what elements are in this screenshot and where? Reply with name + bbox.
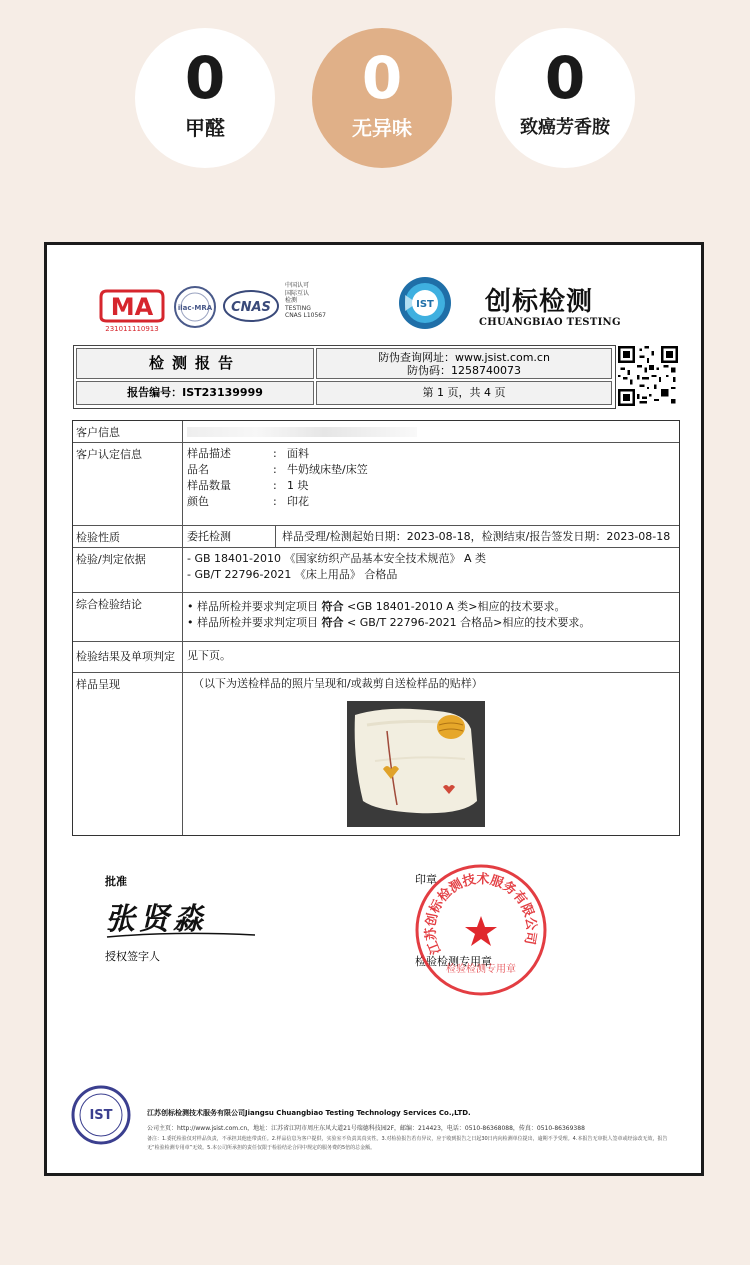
row-basis [73,548,679,593]
badge-value: 0 [544,44,586,112]
page-info: 第 1 页，共 4 页 [316,381,612,405]
report-title: 检测报告 [76,348,314,379]
field-sample-desc: 样品描述 : 面料 [187,447,309,460]
field-quantity: 样品数量 : 1 块 [187,479,309,492]
badge-value: 0 [361,44,403,112]
brand-name-cn: 创标检测 [485,287,594,317]
basis-line: - GB/T 22796-2021 《床上用品》 合格品 [187,568,398,581]
ist-logo [397,275,453,331]
footer-notes: 备注：1.委托检验仅对样品负责，不承担其他连带责任。2.样品信息为客户提供，实验室不负责其真实性。3.对检验报告若有异议，应于收到报告之日起30日内向检测单位提出，逾期不予受理。4.本报告无审批人签章或经涂改无效，报告无“检验检测专用章”无效。5.本公司所承担的责任仅限于检验结论合同中规定的服务费的5倍的总金额。 [147,1136,668,1151]
svg-text:张贤淼: 张贤淼 [105,902,207,937]
brand-name-en: CHUANGBIAO TESTING [479,317,621,328]
signature-image [105,895,265,943]
signer-label: 授权签字人 [105,950,160,963]
seal-caption: 检验检测专用章 [415,955,492,968]
report-frame [44,242,704,1176]
field-product-name: 品名 : 牛奶绒床垫/床笠 [187,463,368,476]
badge-formaldehyde [135,28,275,168]
footer-company: 江苏创标检测技术服务有限公司Jiangsu Chuangbiao Testing Technology Services Co.,LTD. [147,1109,471,1117]
stamp-label: 印章 [415,873,437,886]
row-label: 客户认定信息 [73,443,183,525]
results-value: 见下页。 [187,649,231,662]
ma-logo [97,287,167,333]
nature-value: 委托检测 [183,526,276,548]
conclusion-line: • 样品所检并要求判定项目 符合 < GB/T 22796-2021 合格品>相应的技术要求。 [187,616,591,629]
svg-text:MA: MA [110,293,154,321]
svg-text:检验检测专用章: 检验检测专用章 [446,964,516,975]
sample-photo [347,701,485,827]
row-label: 样品呈现 [73,673,183,835]
conclusion-line: • 样品所检并要求判定项目 符合 <GB 18401-2010 A 类>相应的技术要求。 [187,600,566,613]
basis-line: - GB 18401-2010 《国家纺织产品基本安全技术规范》 A 类 [187,552,487,565]
company-seal [411,860,551,1000]
svg-text:CNAS: CNAS [231,300,271,315]
svg-text:IST: IST [416,299,434,310]
test-report [47,245,701,1173]
svg-text:江苏创标检测技术服务有限公司: 江苏创标检测技术服务有限公司 [423,872,539,957]
feature-badges [0,0,750,200]
row-label: 检验结果及单项判定 [73,642,183,672]
badge-no-odor [312,28,452,168]
row-label: 检验/判定依据 [73,548,183,592]
svg-text:ilac-MRA: ilac-MRA [177,304,213,312]
redacted-customer [187,427,417,437]
badge-value: 0 [184,44,226,112]
verify-url: 防伪查询网址：www.jsist.com.cn [378,351,550,364]
row-label: 检验性质 [73,526,183,547]
svg-text:231011110913: 231011110913 [105,325,159,333]
badge-label: 甲醛 [185,116,225,140]
cnas-logo [223,289,279,323]
field-color: 颜色 : 印花 [187,495,309,508]
sample-note: （以下为送检样品的照片呈现和/或裁剪自送检样品的贴样） [193,677,483,690]
badge-label: 无异味 [352,116,412,140]
footer-contact: 公司主页：http://www.jsist.com.cn，地址：江苏省江阴市周庄东风大道21号瑞德科技园2F，邮编：214423，电话：0510-86368088，传真：0510-86369388 [147,1125,585,1132]
qr-code [618,346,678,406]
row-results [73,642,679,673]
approve-label: 批准 [105,875,127,888]
badge-label: 致癌芳香胺 [520,117,610,138]
row-label: 综合检验结论 [73,593,183,641]
report-number: 报告编号：IST23139999 [76,381,314,405]
svg-text:IST: IST [89,1108,113,1123]
row-test-nature [73,526,679,548]
row-customer-identified [73,443,679,526]
badge-aromatic-amine [495,28,635,168]
cnas-caption: 中国认可 国际互认 检测 TESTING CNAS L10567 [285,282,326,319]
footer-ist-logo [71,1085,131,1145]
row-conclusion [73,593,679,642]
test-dates: 样品受理/检测起始日期：2023-08-18，检测结束/报告签发日期：2023-08-18 [282,530,671,543]
ilac-mra-logo [173,285,217,329]
row-customer-info [73,421,679,443]
report-header [73,345,616,409]
row-label: 客户信息 [73,421,183,442]
verify-info [316,348,612,379]
verify-code: 防伪码：1258740073 [407,364,521,377]
